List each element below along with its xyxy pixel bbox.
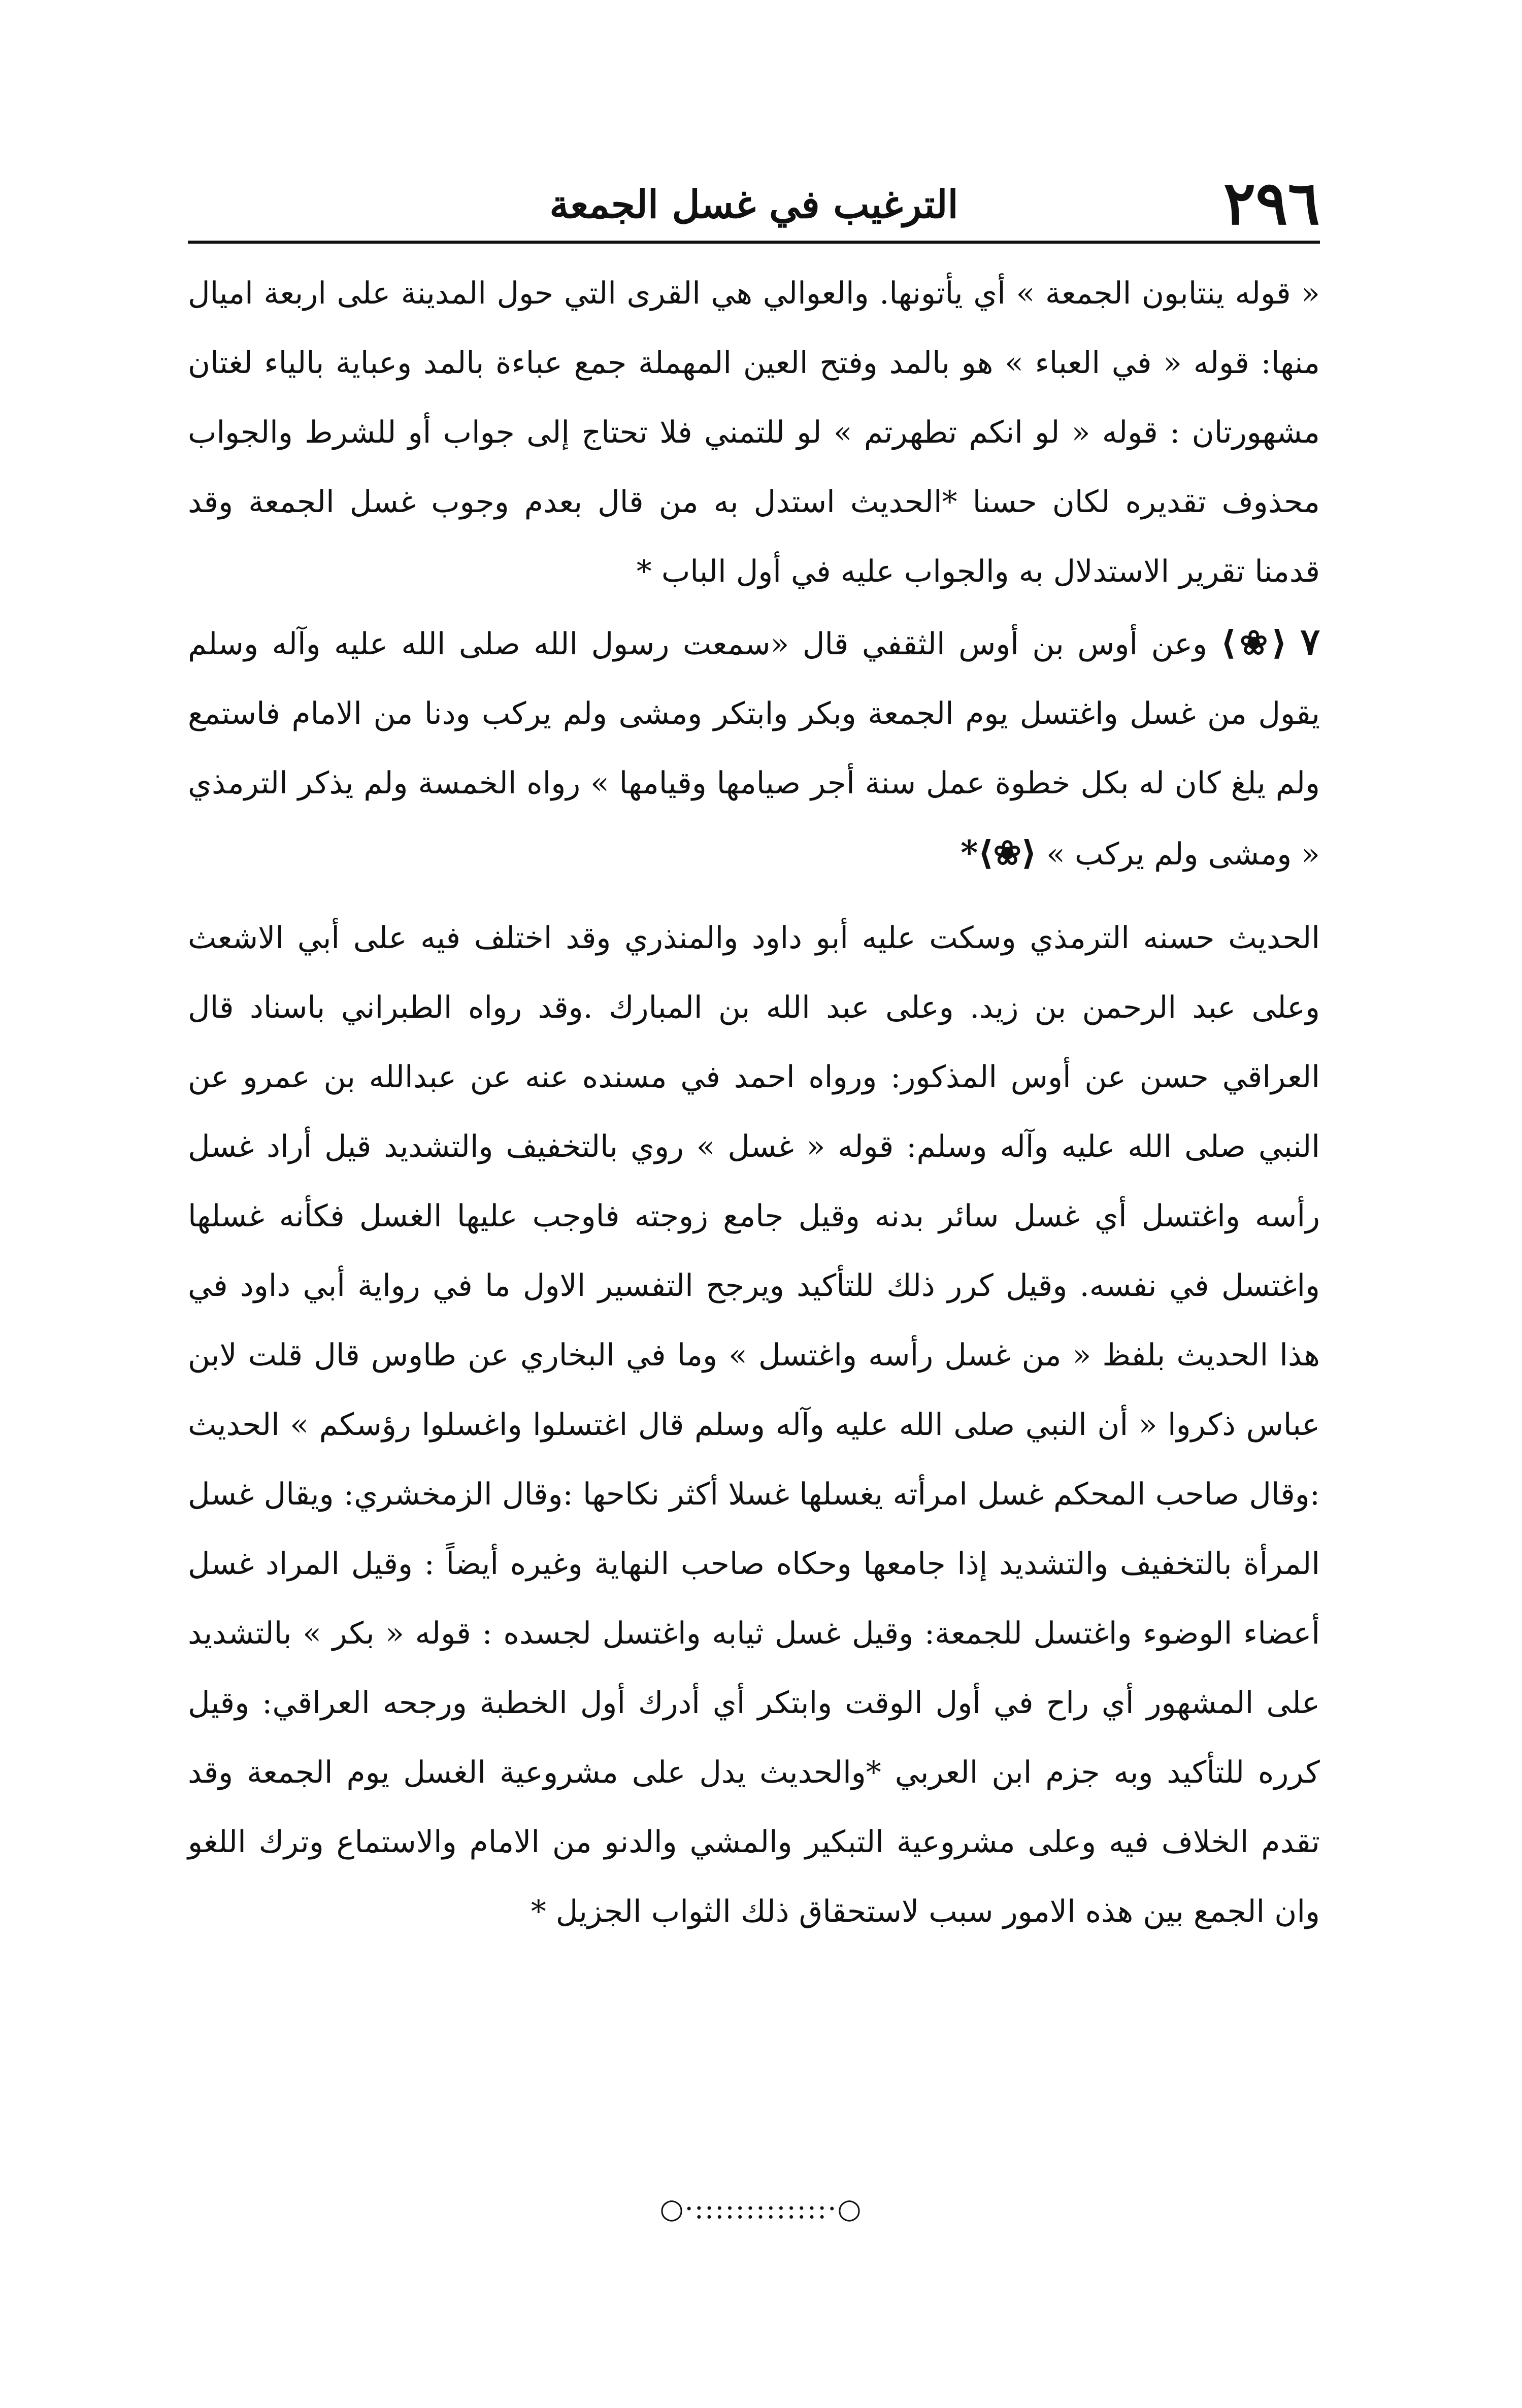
hadith-paragraph [188, 607, 1320, 889]
paragraph-gap [188, 889, 1320, 904]
hadith-number: ٧ [1300, 620, 1320, 663]
running-title: الترغيب في غسل الجمعة [549, 182, 958, 227]
commentary-paragraph-2: الحديث حسنه الترمذي وسكت عليه أبو داود والمنذري وقد اختلف فيه على أبي الاشعث وعلى عبد الرحمن بن زيد. وعلى عبد الله بن المبارك .وقد رواه الطبراني باسناد قال العراقي حسن عن أوس المذكور: ورواه احمد في مسنده عنه عن عبدالله بن عمرو عن النبي صلى الله عليه وآله وسلم: قوله « غسل » روي بالتخفيف والتشديد قيل أراد غسل رأسه واغتسل أي غسل سائر بدنه وقيل جامع زوجته فاوجب عليها الغسل فكأنه غسلها واغتسل في نفسه. وقيل كرر ذلك للتأكيد ويرجح التفسير الاول ما في رواية أبي داود في هذا الحديث بلفظ « من غسل رأسه واغتسل » وما في البخاري عن طاوس قال قلت لابن عباس ذكروا « أن النبي صلى الله عليه وآله وسلم قال اغتسلوا واغسلوا رؤسكم » الحديث :وقال صاحب المحكم غسل امرأته يغسلها غسلا أكثر نكاحها :وقال الزمخشري: ويقال غسل المرأة بالتخفيف والتشديد إذا جامعها وحكاه صاحب النهاية وغيره أيضاً : وقيل المراد غسل أعضاء الوضوء واغتسل للجمعة: وقيل غسل ثيابه واغتسل لجسده : قوله « بكر » بالتشديد على المشهور أي راح في أول الوقت وابتكر أي أدرك أول الخطبة ورجحه العراقي: وقيل كرره للتأكيد وبه جزم ابن العربي *والحديث يدل على مشروعية الغسل يوم الجمعة وقد تقدم الخلاف فيه وعلى مشروعية التبكير والمشي والدنو من الامام والاستماع وترك اللغو وان الجمع بين هذه الامور سبب لاستحقاق ذلك الثواب الجزيل * [188, 920, 1320, 1929]
hadith-ornament-open-icon: ⟨❀⟩ [1220, 623, 1287, 662]
body-text [188, 259, 1320, 1947]
footer-ornament-icon: ○·:::::::::::::·○ [659, 2193, 863, 2225]
page-number: ٢٩٦ [1223, 168, 1320, 238]
commentary-paragraph-1: « قوله ينتابون الجمعة » أي يأتونها. والعوالي هي القرى التي حول المدينة على اربعة اميال منها: قوله « في العباء » هو بالمد وفتح العين المهملة جمع عباءة بالمد وعباية بالياء لغتان مشهورتان : قوله « لو انكم تطهرتم » لو للتمني فلا تحتاج إلى جواب أو للشرط والجواب محذوف تقديره لكان حسنا *الحديث استدل به من قال بعدم وجوب غسل الجمعة وقد قدمنا تقرير الاستدلال به والجواب عليه في أول الباب * [188, 276, 1320, 589]
header-rule [188, 241, 1320, 244]
page-header [188, 168, 1320, 239]
hadith-ornament-close-icon: ⟨❀⟩* [960, 833, 1037, 873]
hadith-text: وعن أوس بن أوس الثقفي قال «سمعت رسول الله صلى الله عليه وآله وسلم يقول من غسل واغتسل يوم الجمعة وبكر وابتكر ومشى ولم يركب ودنا من الامام فاستمع ولم يلغ كان له بكل خطوة عمل سنة أجر صيامها وقيامها » رواه الخمسة ولم يذكر الترمذي « ومشى ولم يركب » [188, 626, 1320, 872]
